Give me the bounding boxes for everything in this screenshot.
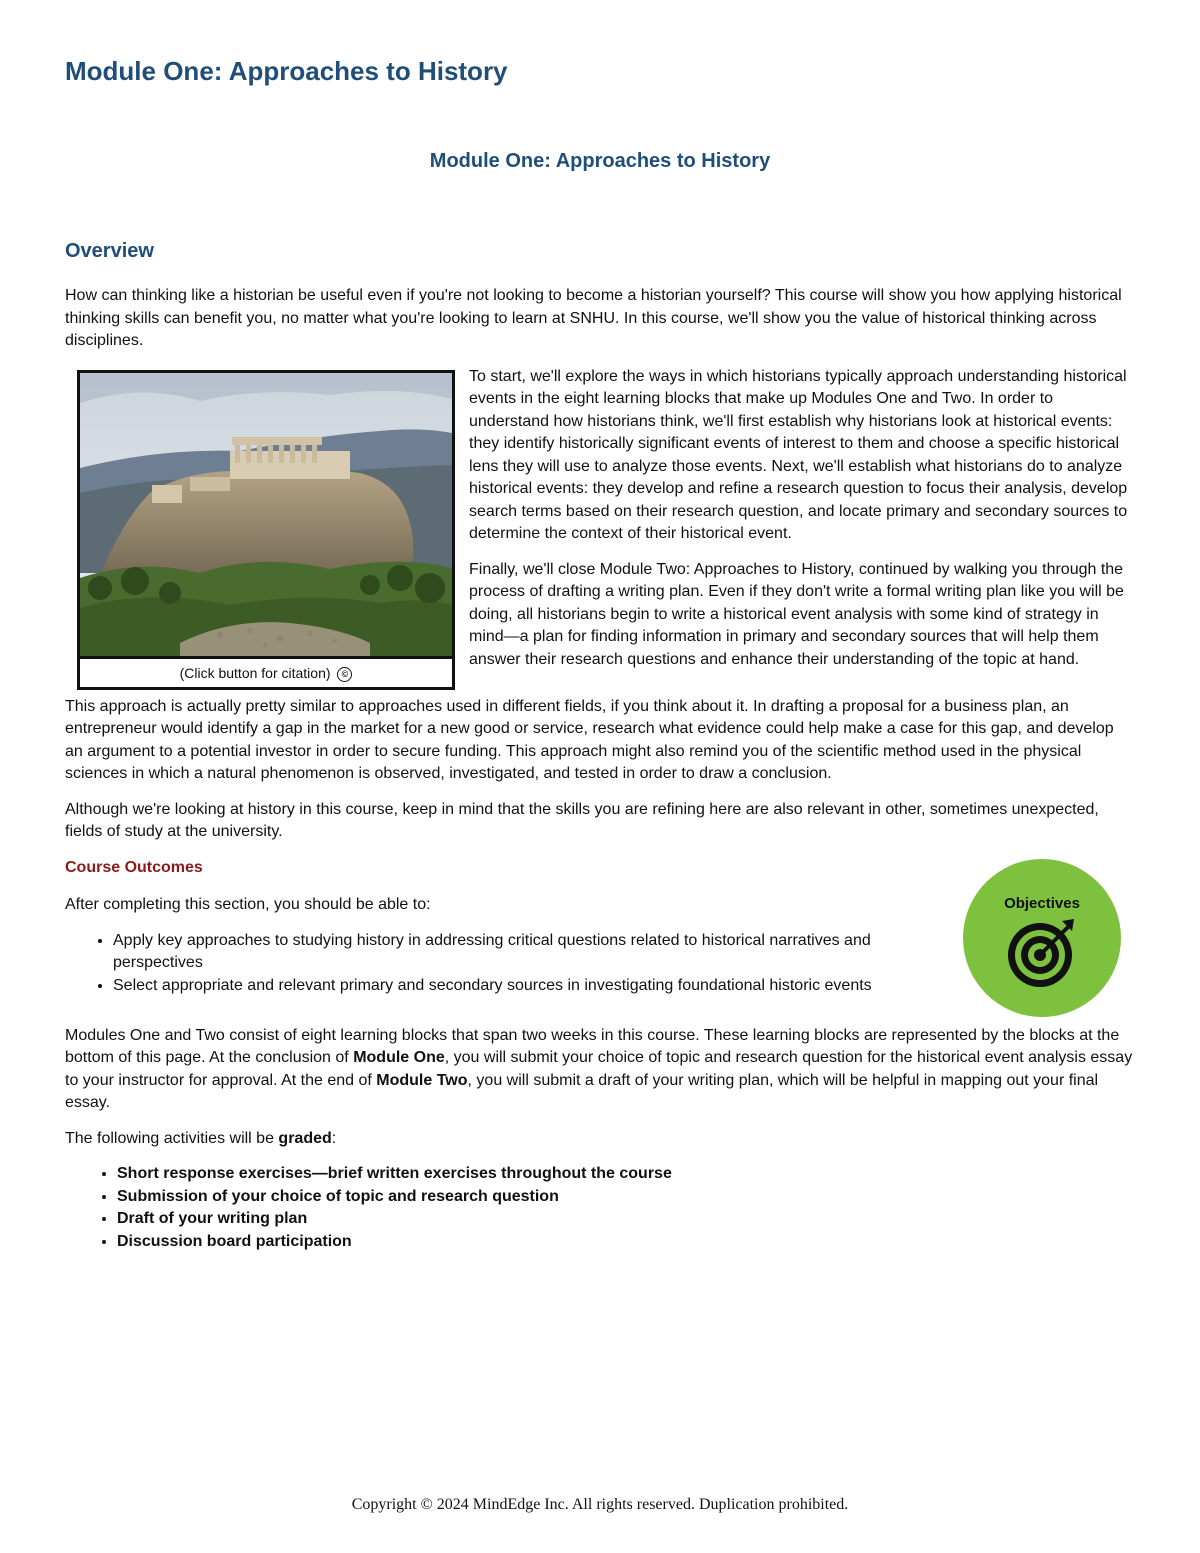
graded-lead: The following activities will be graded: — [65, 1129, 337, 1147]
target-icon — [1004, 915, 1080, 991]
page-title: Module One: Approaches to History — [65, 56, 508, 86]
outcome-item: • Apply key approaches to studying history in addressing critical questions related to historical narratives and perspectives — [113, 930, 1135, 975]
objectives-badge — [963, 859, 1121, 1017]
paragraph-although: Although we're looking at history in this course, keep in mind that the skills you are refining here are also relevant in other, sometimes unexpected, fields of study at the university. — [65, 800, 1099, 840]
paragraph-finally: Finally, we'll close Module Two: Approaches to History, continued by walking you through the process of drafting a writing plan. Even if they don't write a formal writing plan like you will be doing, all historians begin to write a historical event analysis with some kind of strategy in mind—a plan for finding information in primary and secondary sources that will help them answer their research questions and enhance their understanding of the topic at hand. — [469, 560, 1124, 668]
modules-paragraph: Modules One and Two consist of eight learning blocks that span two weeks in this course. These learning blocks are represented by the blocks at the bottom of this page. At the conclusion of Module One, you will submit your choice of topic and research question for the historical event analysis essay to your instructor for approval. At the end of Module Two, you will submit a draft of your writing plan, which will be helpful in mapping out your final essay. — [65, 1026, 1133, 1111]
graded-item: • Submission of your choice of topic and research question — [117, 1186, 1135, 1209]
acropolis-photo — [80, 373, 452, 656]
figure-caption-text: (Click button for citation) — [179, 664, 331, 681]
course-outcomes-heading: Course Outcomes — [65, 858, 203, 876]
citation-button[interactable]: © — [337, 667, 352, 682]
paragraph-approach: This approach is actually pretty similar to approaches used in different fields, if you think about it. In drafting a proposal for a business plan, an entrepreneur would identify a gap in the market for a new good or service, research what evidence could help make a case for this gap, and develop an argument to a potential investor in order to secure funding. This approach might also remind you of the scientific method used in the physical sciences in which a natural phenomenon is observed, investigated, and tested in order to draw a conclusion. — [65, 697, 1114, 782]
module-one-bold: Module One — [353, 1049, 445, 1066]
objectives-label: Objectives — [1004, 894, 1080, 912]
outcomes-lead: After completing this section, you should be able to: — [65, 896, 431, 913]
figure-caption — [80, 656, 452, 687]
graded-list — [65, 1163, 1135, 1253]
main-content — [65, 238, 1135, 1253]
graded-item: • Short response exercises—brief written exercises throughout the course — [117, 1163, 1135, 1186]
module-title: Module One: Approaches to History — [429, 150, 771, 172]
outcome-item: • Select appropriate and relevant primary and secondary sources in investigating foundational historic events — [113, 975, 1135, 998]
paragraph-to-start: To start, we'll explore the ways in which historians typically approach understanding historical events in the eight learning blocks that make up Modules One and Two. In order to understand how historians think, we'll first establish why historians look at historical events: they identify historically significant events of interest to them and choose a specific historical lens they will use to analyze those events. Next, we'll establish what historians do to analyze historical events: they develop and refine a research question to focus their analysis, develop search terms based on their research question, and locate primary and secondary sources to determine the context of their historical event. — [469, 367, 1128, 542]
copyright-footer: Copyright © 2024 MindEdge Inc. All rights reserved. Duplication prohibited. — [351, 1496, 849, 1513]
graded-item: • Draft of your writing plan — [117, 1208, 1135, 1231]
overview-heading: Overview — [65, 240, 154, 262]
overview-intro: How can thinking like a historian be useful even if you're not looking to become a historian yourself? This course will show you how applying historical thinking skills can benefit you, no matter what you're looking to learn at SNHU. In this course, we'll show you the value of historical thinking across disciplines. — [65, 287, 1122, 349]
module-two-bold: Module Two — [376, 1071, 468, 1089]
acropolis-figure — [77, 370, 455, 690]
graded-item: • Discussion board participation — [117, 1231, 1135, 1254]
